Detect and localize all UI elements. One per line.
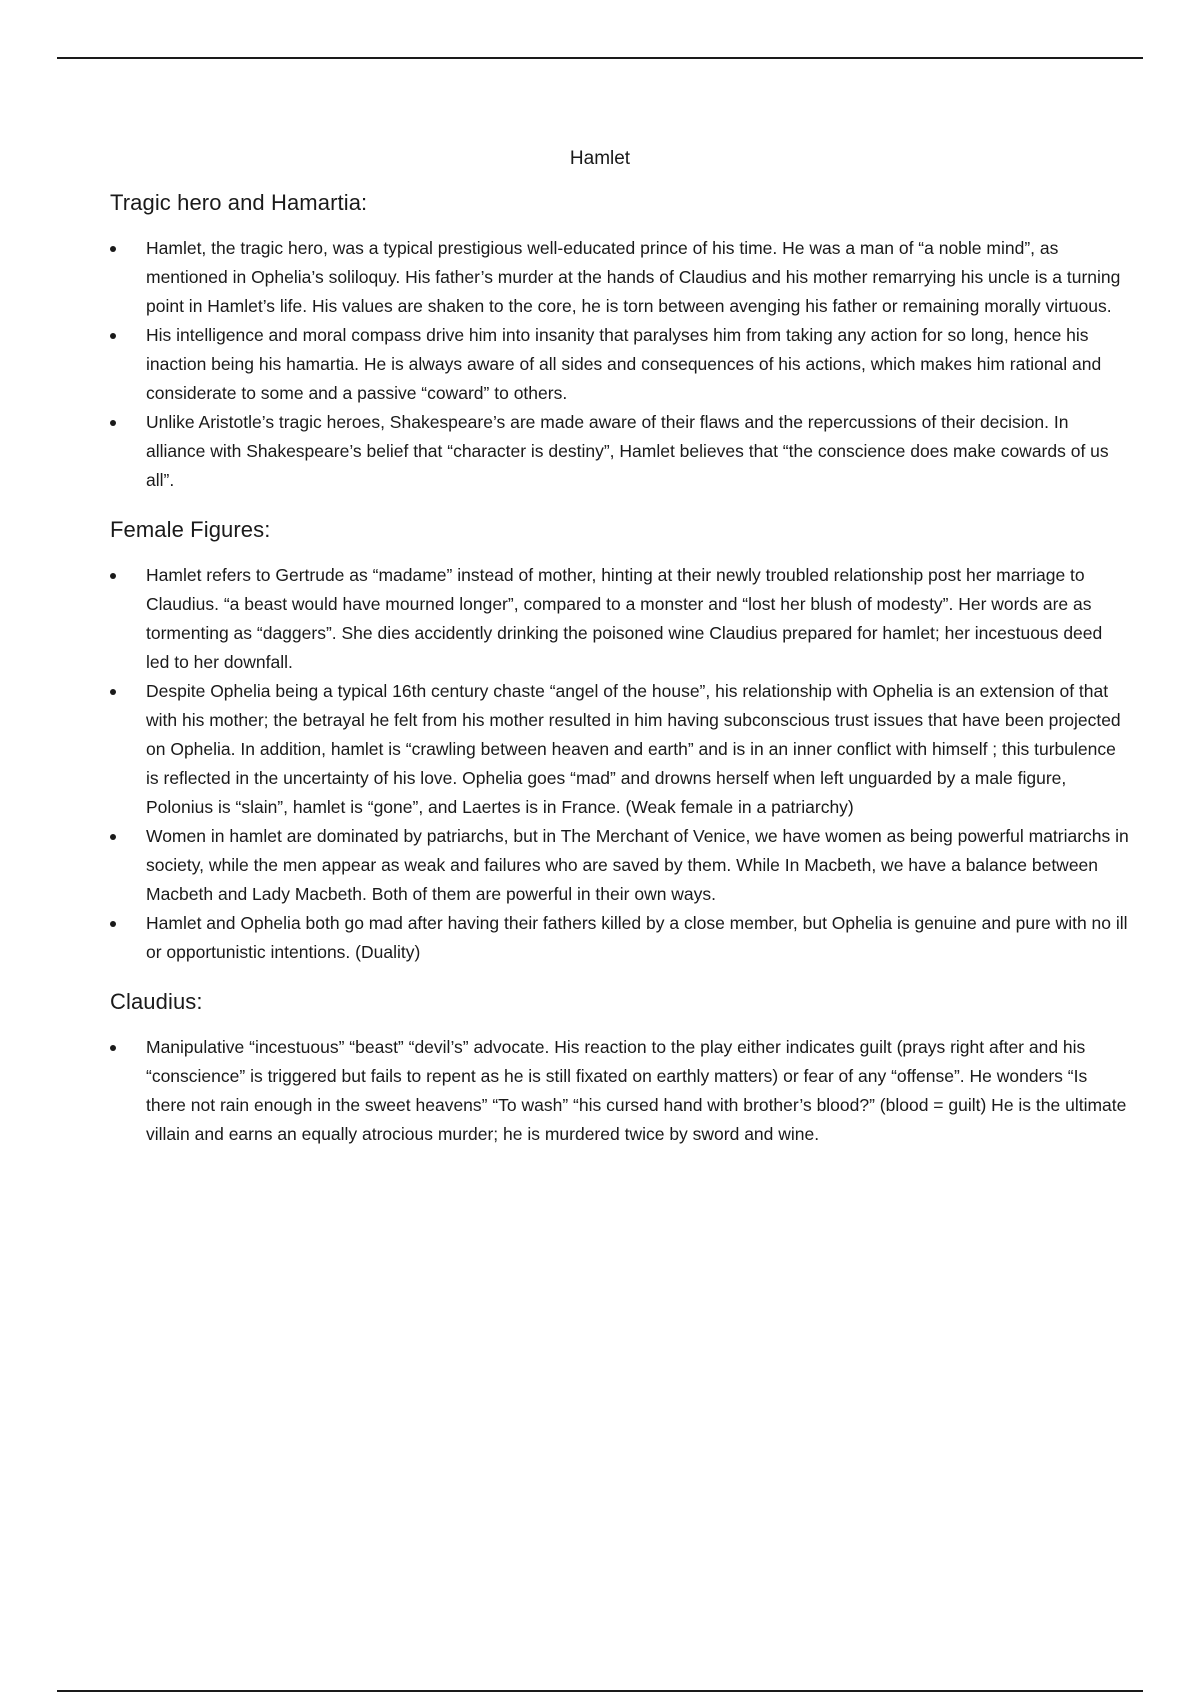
- bottom-divider: [57, 1690, 1143, 1692]
- page-title: Hamlet: [569, 148, 631, 169]
- section-claudius: [110, 989, 1130, 1149]
- top-divider: [57, 57, 1143, 59]
- list-item: Women in hamlet are dominated by patriarchs, but in The Merchant of Venice, we have women as being powerful matriarchs in society, while the men appear as weak and failures who are saved by them. While In Macbeth, we have a balance between Macbeth and Lady Macbeth. Both of them are powerful in their own ways.: [110, 822, 1130, 909]
- list-item: His intelligence and moral compass drive him into insanity that paralyses him from taking any action for so long, hence his inaction being his hamartia. He is always aware of all sides and consequences of his actions, which makes him rational and considerate to some and a passive “coward” to others.: [110, 321, 1130, 408]
- bullet-list: [110, 234, 1130, 495]
- section-female-figures: [110, 517, 1130, 967]
- list-item: Manipulative “incestuous” “beast” “devil’s” advocate. His reaction to the play either indicates guilt (prays right after and his “conscience” is triggered but fails to repent as he is still fixated on earthly matters) or fear of any “offense”. He wonders “Is there not rain enough in the sweet heavens” “To wash” “his cursed hand with brother’s blood?” (blood = guilt) He is the ultimate villain and earns an equally atrocious murder; he is murdered twice by sword and wine.: [110, 1033, 1130, 1149]
- section-heading: Tragic hero and Hamartia:: [110, 190, 368, 215]
- section-heading: Claudius:: [110, 989, 203, 1014]
- list-item: Unlike Aristotle’s tragic heroes, Shakespeare’s are made aware of their flaws and the repercussions of their decision. In alliance with Shakespeare’s belief that “character is destiny”, Hamlet believes that “the conscience does make cowards of us all”.: [110, 408, 1130, 495]
- bullet-list: [110, 1033, 1130, 1149]
- list-item: Despite Ophelia being a typical 16th century chaste “angel of the house”, his relationship with Ophelia is an extension of that with his mother; the betrayal he felt from his mother resulted in him having subconscious trust issues that have been projected on Ophelia. In addition, hamlet is “crawling between heaven and earth” and is in an inner conflict with himself ; this turbulence is reflected in the uncertainty of his love. Ophelia goes “mad” and drowns herself when left unguarded by a male figure, Polonius is “slain”, hamlet is “gone”, and Laertes is in France. (Weak female in a patriarchy): [110, 677, 1130, 822]
- section-heading: Female Figures:: [110, 517, 271, 542]
- section-tragic-hero: [110, 190, 1130, 495]
- list-item: Hamlet, the tragic hero, was a typical prestigious well-educated prince of his time. He was a man of “a noble mind”, as mentioned in Ophelia’s soliloquy. His father’s murder at the hands of Claudius and his mother remarrying his uncle is a turning point in Hamlet’s life. His values are shaken to the core, he is torn between avenging his father or remaining morally virtuous.: [110, 234, 1130, 321]
- bullet-list: [110, 561, 1130, 967]
- list-item: Hamlet and Ophelia both go mad after having their fathers killed by a close member, but Ophelia is genuine and pure with no ill or opportunistic intentions. (Duality): [110, 909, 1130, 967]
- document-body: [110, 190, 1130, 1171]
- list-item: Hamlet refers to Gertrude as “madame” instead of mother, hinting at their newly troubled relationship post her marriage to Claudius. “a beast would have mourned longer”, compared to a monster and “lost her blush of modesty”. Her words are as tormenting as “daggers”. She dies accidently drinking the poisoned wine Claudius prepared for hamlet; her incestuous deed led to her downfall.: [110, 561, 1130, 677]
